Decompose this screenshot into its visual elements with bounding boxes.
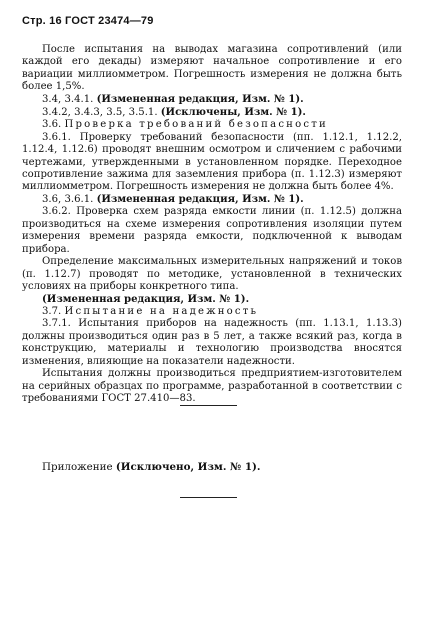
section-title: Проверка требований безопасности [64, 119, 328, 131]
paragraph-amendment-3-6 [22, 194, 402, 206]
paragraph-max-voltages: Определение максимальных измерительных напряжений и токов (п. 1.12.7) проводят по методике, установленной в технических условиях на приборы конкретного типа. [22, 256, 402, 293]
section-heading-safety [22, 119, 402, 131]
paragraph-amendment [22, 294, 402, 306]
clause-numbers: 3.4, 3.4.1. [42, 94, 94, 106]
clause-numbers: 3.6, 3.6.1. [42, 193, 94, 205]
appendix-line [42, 461, 402, 473]
paragraph-3-6-1: 3.6.1. Проверку требований безопасности (пп. 1.12.1, 1.12.2, 1.12.4, 1.12.6) проводят внешним осмотром и сличением с рабочими чертежами, утвержденными в установленном порядке. Переходное сопротивление зажима для заземления прибора (п. 1.12.3) измеряют миллиомметром. Погрешность измерения не должна быть более 4%. [22, 131, 402, 193]
section-number: 3.7. [42, 306, 62, 318]
document-body [22, 44, 402, 406]
divider-rule [180, 405, 237, 406]
appendix-exclusion-note: (Исключено, Изм. № 1). [115, 461, 261, 473]
paragraph-reliability-tests: Испытания должны производиться предприятием-изготовителем на серийных образцах по программе, разработанной в соответствии с требованиями ГОСТ 27.410—83. [22, 368, 402, 405]
amendment-note: (Измененная редакция, Изм. № 1). [96, 193, 304, 205]
section-heading-reliability [22, 306, 402, 318]
paragraph-amendment-3-4 [22, 94, 402, 106]
paragraph-3-7-1: 3.7.1. Испытания приборов на надежность (пп. 1.13.1, 1.13.3) должны производиться один раз в 5 лет, а также всякий раз, когда в конструкцию, материалы и технологию производства вносятся изменения, влияющие на показатели надежности. [22, 318, 402, 367]
page-header: Стр. 16 ГОСТ 23474—79 [22, 15, 154, 27]
section-number: 3.6. [42, 119, 62, 131]
exclusion-note: (Исключены, Изм. № 1). [160, 106, 306, 118]
clause-numbers: 3.4.2, 3.4.3, 3.5, 3.5.1. [42, 106, 158, 118]
amendment-note: (Измененная редакция, Изм. № 1). [42, 293, 250, 305]
paragraph-3-6-2: 3.6.2. Проверка схем разряда емкости линии (п. 1.12.5) должна производиться на схеме измерения сопротивления изоляции путем измерения времени разряда емкости, подключенной к выводам прибора. [22, 206, 402, 255]
paragraph-test-result: После испытания на выводах магазина сопротивлений (или каждой его декады) измеряют начальное сопротивление и его вариации миллиомметром. Погрешность измерения не должна быть более 1,5%. [22, 44, 402, 93]
paragraph-excluded-3-4-2 [22, 107, 402, 119]
section-title: Испытание на надежность [64, 306, 259, 318]
appendix-label: Приложение [42, 461, 113, 473]
divider-rule [180, 497, 237, 498]
amendment-note: (Измененная редакция, Изм. № 1). [96, 94, 304, 106]
